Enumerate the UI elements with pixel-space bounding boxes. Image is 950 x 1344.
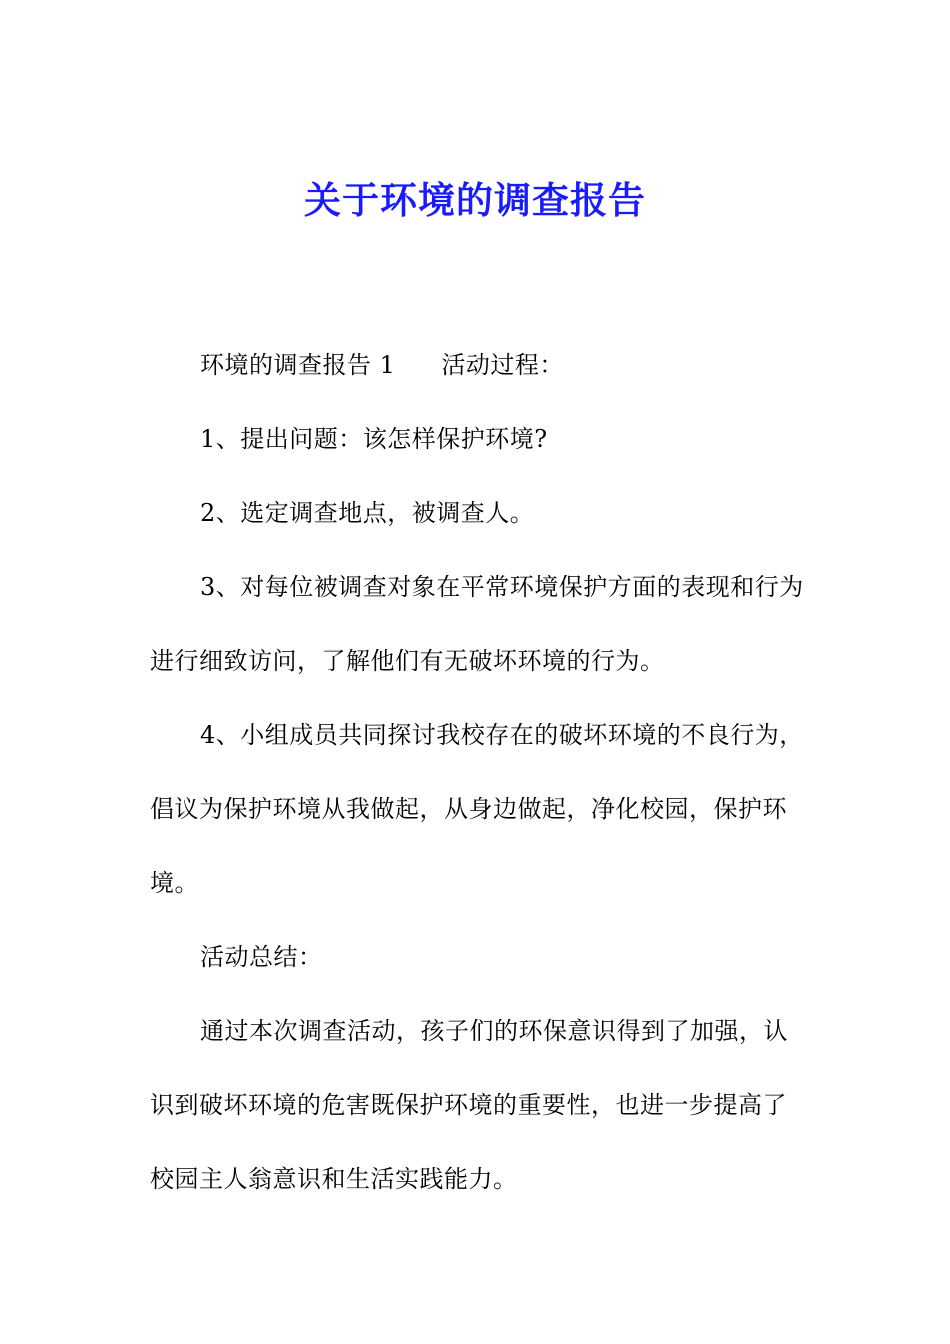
paragraph: 2、选定调查地点，被调查人。 bbox=[200, 499, 535, 527]
section-heading bbox=[150, 328, 805, 402]
paragraph: 1、提出问题：该怎样保护环境? bbox=[200, 425, 548, 453]
paragraph: 活动总结： bbox=[200, 943, 323, 971]
paragraph: 3、对每位被调查对象在平常环境保护方面的表现和行为进行细致访问，了解他们有无破坏环境的行为。 bbox=[150, 573, 804, 675]
section-heading-label: 环境的调查报告 1 bbox=[200, 351, 396, 379]
paragraph: 通过本次调查活动，孩子们的环保意识得到了加强，认识到破坏环境的危害既保护环境的重要性，也进一步提高了校园主人翁意识和生活实践能力。 bbox=[150, 1017, 788, 1193]
section-heading-tail: 活动过程： bbox=[441, 351, 564, 379]
document-body bbox=[150, 328, 805, 1216]
paragraph: 4、小组成员共同探讨我校存在的破坏环境的不良行为，倡议为保护环境从我做起，从身边做起，净化校园，保护环境。 bbox=[150, 721, 804, 897]
document-title: 关于环境的调查报告 bbox=[304, 179, 646, 222]
